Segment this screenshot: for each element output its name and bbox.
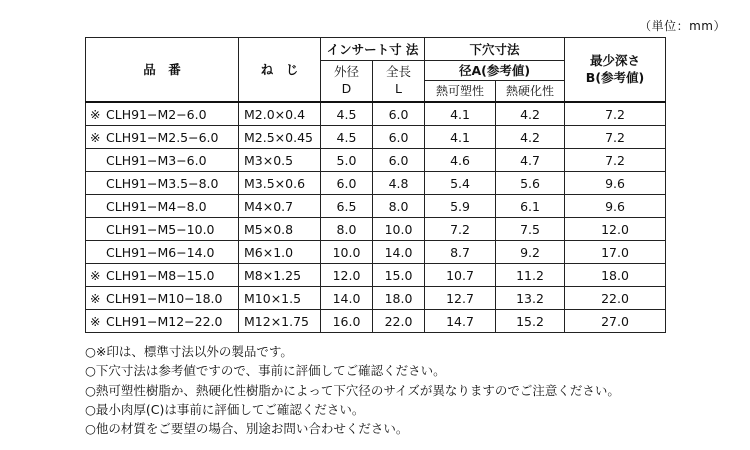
cell-part-no (86, 102, 239, 126)
header-length-label: 全長 (386, 64, 412, 80)
header-insert-dims: インサート寸 法 (321, 38, 425, 61)
table-row (86, 172, 666, 195)
cell-outer-dia: 4.5 (321, 126, 373, 149)
cell-part-no (86, 287, 239, 310)
cell-outer-dia: 10.0 (321, 241, 373, 264)
part-number: CLH91−M6−14.0 (106, 244, 215, 260)
cell-min-depth: 7.2 (565, 102, 666, 126)
header-min-depth (565, 38, 666, 103)
cell-hole-thermoplastic: 8.7 (425, 241, 496, 264)
cell-thread: M10×1.5 (239, 287, 321, 310)
note-line: ○熱可塑性樹脂か、熱硬化性樹脂かによって下穴径のサイズが異なりますのでご注意ください。 (85, 382, 620, 398)
cell-hole-thermoplastic: 4.1 (425, 126, 496, 149)
table-row (86, 149, 666, 172)
nonstandard-mark: ※ (90, 290, 101, 306)
header-length-symbol: L (395, 81, 402, 96)
cell-min-depth: 27.0 (565, 310, 666, 333)
cell-min-depth: 7.2 (565, 149, 666, 172)
header-thermoset: 熱硬化性 (496, 81, 565, 103)
cell-part-no (86, 218, 239, 241)
cell-hole-thermoplastic: 14.7 (425, 310, 496, 333)
cell-part-no (86, 264, 239, 287)
cell-length: 6.0 (373, 126, 425, 149)
header-thread: ね じ (239, 38, 321, 103)
cell-outer-dia: 5.0 (321, 149, 373, 172)
unit-label: （単位：mm） (639, 19, 726, 33)
table-row (86, 310, 666, 333)
header-outer-dia-label: 外径 (333, 64, 359, 80)
cell-hole-thermoset: 4.7 (496, 149, 565, 172)
part-number: CLH91−M10−18.0 (106, 290, 223, 306)
part-number: CLH91−M5−10.0 (106, 221, 215, 237)
cell-thread: M2.0×0.4 (239, 102, 321, 126)
notes-section (85, 342, 620, 438)
cell-hole-thermoset: 11.2 (496, 264, 565, 287)
cell-thread: M12×1.75 (239, 310, 321, 333)
part-number: CLH91−M3−6.0 (106, 152, 207, 168)
cell-min-depth: 18.0 (565, 264, 666, 287)
cell-thread: M3.5×0.6 (239, 172, 321, 195)
table-row (86, 195, 666, 218)
cell-hole-thermoset: 5.6 (496, 172, 565, 195)
cell-hole-thermoplastic: 7.2 (425, 218, 496, 241)
cell-min-depth: 17.0 (565, 241, 666, 264)
cell-thread: M2.5×0.45 (239, 126, 321, 149)
cell-part-no (86, 172, 239, 195)
cell-thread: M6×1.0 (239, 241, 321, 264)
cell-outer-dia: 8.0 (321, 218, 373, 241)
cell-hole-thermoplastic: 4.6 (425, 149, 496, 172)
header-min-depth-sub: B(参考値) (585, 69, 645, 85)
nonstandard-mark: ※ (90, 267, 101, 283)
part-number: CLH91−M2.5−6.0 (106, 129, 219, 145)
nonstandard-mark: ※ (90, 129, 101, 145)
cell-hole-thermoset: 6.1 (496, 195, 565, 218)
table-row (86, 264, 666, 287)
cell-thread: M5×0.8 (239, 218, 321, 241)
header-min-depth-label: 最少深さ (590, 52, 641, 68)
cell-length: 10.0 (373, 218, 425, 241)
cell-length: 15.0 (373, 264, 425, 287)
header-dia-a: 径A(参考値) (425, 61, 565, 81)
table-row (86, 241, 666, 264)
cell-outer-dia: 6.5 (321, 195, 373, 218)
cell-outer-dia: 4.5 (321, 102, 373, 126)
cell-min-depth: 9.6 (565, 172, 666, 195)
part-number: CLH91−M2−6.0 (106, 106, 207, 122)
cell-outer-dia: 6.0 (321, 172, 373, 195)
cell-hole-thermoplastic: 12.7 (425, 287, 496, 310)
cell-min-depth: 7.2 (565, 126, 666, 149)
header-thermoplastic: 熱可塑性 (425, 81, 496, 103)
cell-part-no (86, 310, 239, 333)
header-part-no: 品 番 (86, 38, 239, 103)
cell-hole-thermoset: 9.2 (496, 241, 565, 264)
cell-hole-thermoset: 7.5 (496, 218, 565, 241)
cell-outer-dia: 14.0 (321, 287, 373, 310)
note-line: ○他の材質をご要望の場合、別途お問い合わせください。 (85, 421, 409, 437)
cell-length: 6.0 (373, 149, 425, 172)
table-row (86, 102, 666, 126)
note-line: ○最小肉厚(C)は事前に評価してご確認ください。 (85, 401, 365, 417)
table-row (86, 126, 666, 149)
spec-table (85, 37, 666, 333)
note-line: ○※印は、標準寸法以外の製品です。 (85, 344, 293, 359)
note-line: ○下穴寸法は参考値ですので、事前に評価してご確認ください。 (85, 363, 446, 379)
cell-hole-thermoset: 15.2 (496, 310, 565, 333)
part-number: CLH91−M12−22.0 (106, 313, 223, 329)
cell-length: 22.0 (373, 310, 425, 333)
table-header (86, 38, 666, 103)
cell-hole-thermoplastic: 5.4 (425, 172, 496, 195)
header-length (373, 61, 425, 103)
cell-hole-thermoset: 4.2 (496, 102, 565, 126)
cell-length: 4.8 (373, 172, 425, 195)
cell-length: 14.0 (373, 241, 425, 264)
cell-min-depth: 12.0 (565, 218, 666, 241)
cell-hole-thermoplastic: 4.1 (425, 102, 496, 126)
part-number: CLH91−M3.5−8.0 (106, 175, 219, 191)
table-row (86, 287, 666, 310)
cell-hole-thermoplastic: 10.7 (425, 264, 496, 287)
header-hole-dims: 下穴寸法 (425, 38, 565, 61)
cell-length: 6.0 (373, 102, 425, 126)
cell-hole-thermoplastic: 5.9 (425, 195, 496, 218)
nonstandard-mark: ※ (90, 313, 101, 329)
part-number: CLH91−M4−8.0 (106, 198, 207, 214)
table-row (86, 218, 666, 241)
header-outer-dia (321, 61, 373, 103)
part-number: CLH91−M8−15.0 (106, 267, 215, 283)
nonstandard-mark: ※ (90, 106, 101, 122)
cell-outer-dia: 12.0 (321, 264, 373, 287)
cell-min-depth: 9.6 (565, 195, 666, 218)
cell-part-no (86, 149, 239, 172)
table-body (86, 102, 666, 333)
cell-outer-dia: 16.0 (321, 310, 373, 333)
cell-part-no (86, 126, 239, 149)
cell-min-depth: 22.0 (565, 287, 666, 310)
cell-thread: M4×0.7 (239, 195, 321, 218)
cell-length: 18.0 (373, 287, 425, 310)
cell-part-no (86, 195, 239, 218)
cell-thread: M3×0.5 (239, 149, 321, 172)
cell-length: 8.0 (373, 195, 425, 218)
header-outer-dia-symbol: D (341, 81, 352, 96)
cell-thread: M8×1.25 (239, 264, 321, 287)
cell-hole-thermoset: 4.2 (496, 126, 565, 149)
cell-hole-thermoset: 13.2 (496, 287, 565, 310)
cell-part-no (86, 241, 239, 264)
